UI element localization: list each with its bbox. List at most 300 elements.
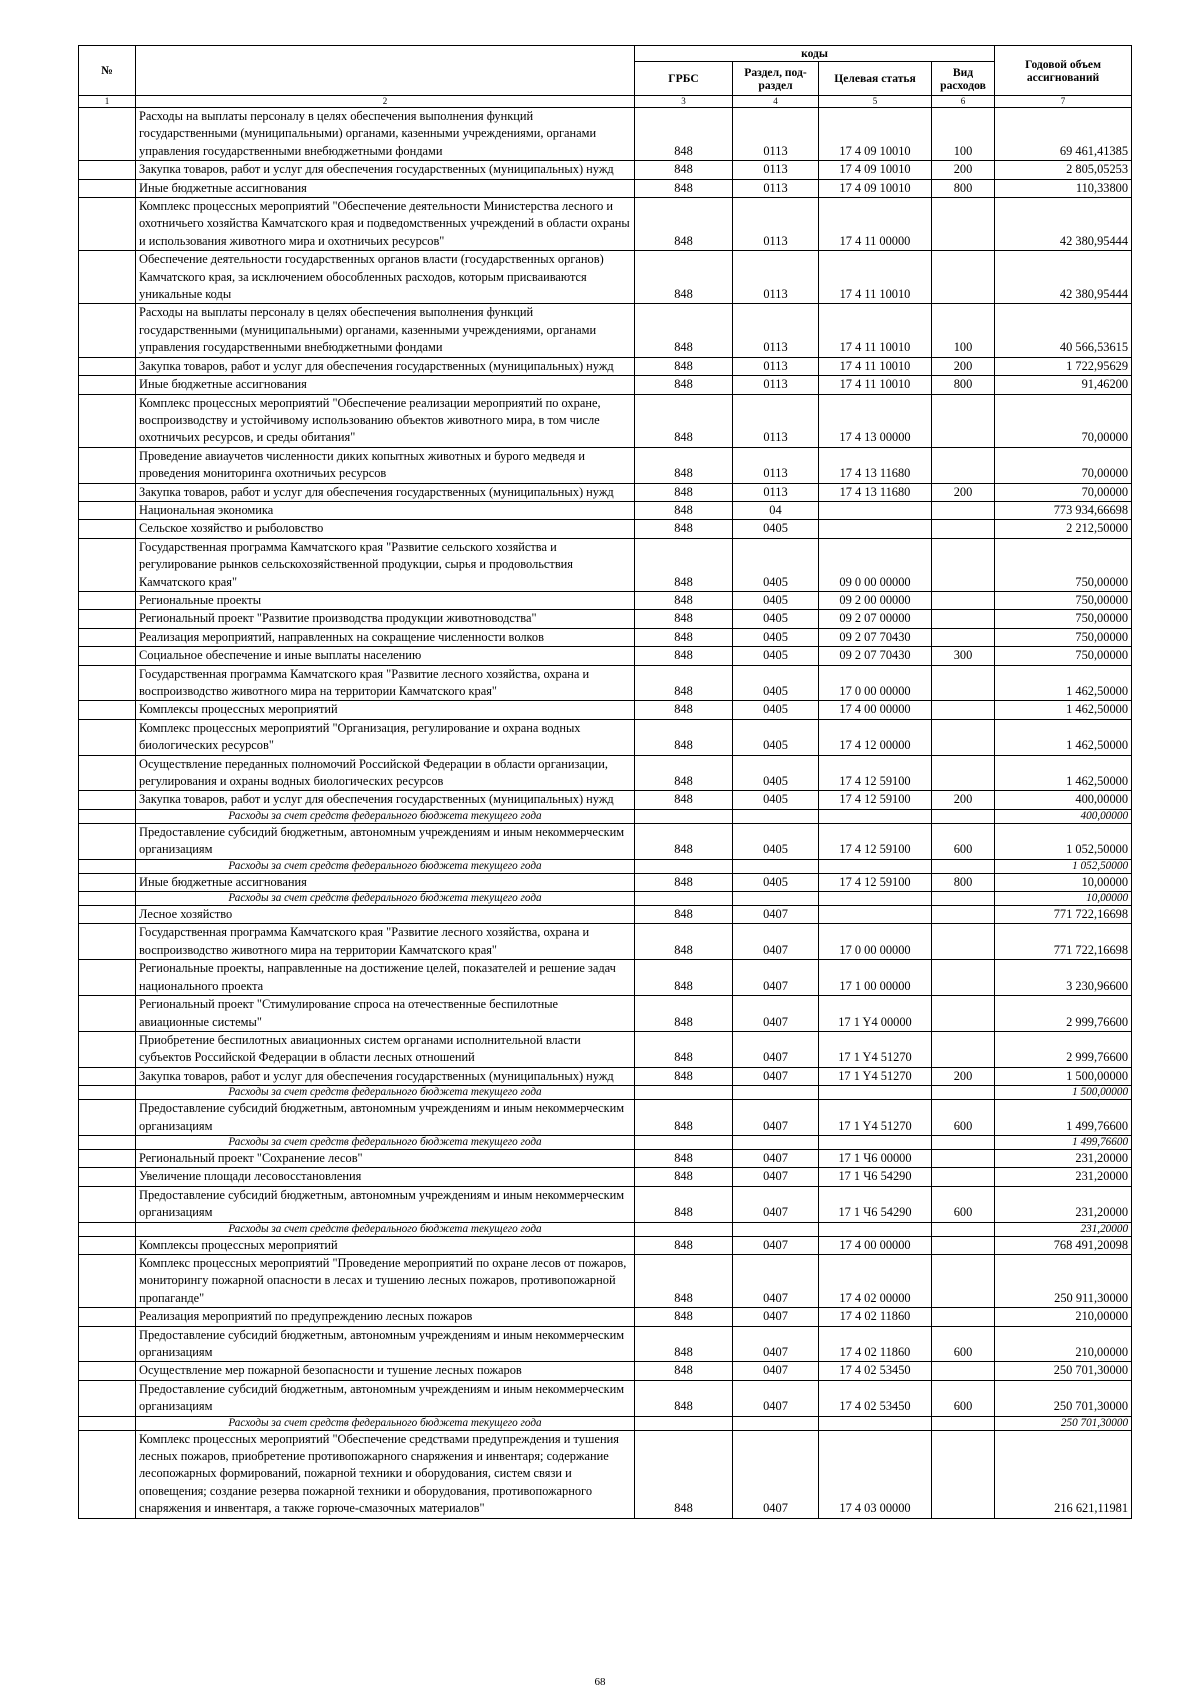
- grbs-cell: 848: [635, 179, 733, 197]
- amount-cell: 3 230,96600: [995, 960, 1132, 996]
- target-cell: 17 1 Y4 51270: [819, 1067, 932, 1085]
- amount-cell: 1 499,76600: [995, 1135, 1132, 1149]
- table-row: [79, 1308, 1132, 1326]
- target-cell: 17 1 00 00000: [819, 960, 932, 996]
- num-cell: [79, 1254, 136, 1307]
- grbs-cell: 848: [635, 924, 733, 960]
- target-cell: 17 4 13 11680: [819, 483, 932, 501]
- column-numbers-row: [79, 96, 1132, 108]
- target-cell: 17 4 11 10010: [819, 304, 932, 357]
- name-cell: Сельское хозяйство и рыболовство: [136, 520, 635, 538]
- table-row: [79, 538, 1132, 591]
- name-cell: Реализация мероприятий по предупреждению лесных пожаров: [136, 1308, 635, 1326]
- grbs-cell: 848: [635, 719, 733, 755]
- amount-cell: 10,00000: [995, 892, 1132, 906]
- amount-cell: 1 499,76600: [995, 1100, 1132, 1136]
- grbs-cell: 848: [635, 161, 733, 179]
- section-cell: [733, 892, 819, 906]
- grbs-cell: 848: [635, 1186, 733, 1222]
- table-note-row: [79, 1222, 1132, 1236]
- table-row: [79, 755, 1132, 791]
- amount-cell: 771 722,16698: [995, 906, 1132, 924]
- table-row: [79, 996, 1132, 1032]
- num-cell: [79, 376, 136, 394]
- name-cell: Предоставление субсидий бюджетным, автономным учреждениям и иным некоммерческим организациям: [136, 1100, 635, 1136]
- table-row: [79, 665, 1132, 701]
- grbs-cell: 848: [635, 483, 733, 501]
- amount-cell: 250 701,30000: [995, 1380, 1132, 1416]
- target-cell: [819, 1416, 932, 1430]
- num-cell: [79, 1186, 136, 1222]
- grbs-cell: 848: [635, 108, 733, 161]
- grbs-cell: 848: [635, 357, 733, 375]
- num-cell: [79, 1067, 136, 1085]
- kind-cell: [932, 859, 995, 873]
- table-row: [79, 823, 1132, 859]
- amount-cell: 1 500,00000: [995, 1086, 1132, 1100]
- amount-cell: 210,00000: [995, 1308, 1132, 1326]
- target-cell: 17 4 02 00000: [819, 1254, 932, 1307]
- grbs-cell: 848: [635, 1308, 733, 1326]
- name-cell: Региональный проект "Сохранение лесов": [136, 1149, 635, 1167]
- target-cell: 17 4 02 53450: [819, 1380, 932, 1416]
- name-cell: Национальная экономика: [136, 501, 635, 519]
- table-row: [79, 1067, 1132, 1085]
- target-cell: 17 1 Y4 00000: [819, 996, 932, 1032]
- grbs-cell: 848: [635, 376, 733, 394]
- name-cell: Предоставление субсидий бюджетным, автономным учреждениям и иным некоммерческим организациям: [136, 1186, 635, 1222]
- table-row: [79, 791, 1132, 809]
- amount-cell: 1 500,00000: [995, 1067, 1132, 1085]
- table-row: [79, 924, 1132, 960]
- kind-cell: [932, 892, 995, 906]
- kind-cell: [932, 719, 995, 755]
- section-cell: 0113: [733, 483, 819, 501]
- amount-cell: 750,00000: [995, 538, 1132, 591]
- grbs-cell: 848: [635, 520, 733, 538]
- table-note-row: [79, 859, 1132, 873]
- section-cell: 0407: [733, 1067, 819, 1085]
- section-cell: 0113: [733, 108, 819, 161]
- col-number: 4: [733, 96, 819, 108]
- num-cell: [79, 892, 136, 906]
- section-cell: 0113: [733, 304, 819, 357]
- table-row: [79, 198, 1132, 251]
- target-cell: 09 2 07 70430: [819, 628, 932, 646]
- amount-cell: 2 212,50000: [995, 520, 1132, 538]
- grbs-cell: [635, 1222, 733, 1236]
- section-cell: 0113: [733, 161, 819, 179]
- name-cell: Предоставление субсидий бюджетным, автономным учреждениям и иным некоммерческим организациям: [136, 1326, 635, 1362]
- kind-cell: 600: [932, 823, 995, 859]
- table-body: [79, 108, 1132, 1519]
- amount-cell: 768 491,20098: [995, 1236, 1132, 1254]
- name-cell: Закупка товаров, работ и услуг для обеспечения государственных (муниципальных) нужд: [136, 161, 635, 179]
- amount-cell: 400,00000: [995, 809, 1132, 823]
- amount-cell: 70,00000: [995, 483, 1132, 501]
- num-cell: [79, 1416, 136, 1430]
- amount-cell: 250 701,30000: [995, 1416, 1132, 1430]
- header-section: Раздел, под-раздел: [733, 62, 819, 96]
- num-cell: [79, 755, 136, 791]
- num-cell: [79, 906, 136, 924]
- kind-cell: [932, 1308, 995, 1326]
- header-kind: Вид расходов: [932, 62, 995, 96]
- num-cell: [79, 1100, 136, 1136]
- table-row: [79, 610, 1132, 628]
- section-cell: 0405: [733, 647, 819, 665]
- table-row: [79, 1100, 1132, 1136]
- num-cell: [79, 1430, 136, 1518]
- section-cell: 0407: [733, 960, 819, 996]
- table-row: [79, 1362, 1132, 1380]
- num-cell: [79, 1149, 136, 1167]
- amount-cell: 1 462,50000: [995, 719, 1132, 755]
- kind-cell: [932, 1135, 995, 1149]
- target-cell: 17 4 12 59100: [819, 823, 932, 859]
- section-cell: 0405: [733, 538, 819, 591]
- target-cell: 17 1 Ч6 00000: [819, 1149, 932, 1167]
- table-row: [79, 161, 1132, 179]
- grbs-cell: 848: [635, 591, 733, 609]
- num-cell: [79, 179, 136, 197]
- num-cell: [79, 924, 136, 960]
- kind-cell: [932, 1254, 995, 1307]
- kind-cell: [932, 1222, 995, 1236]
- grbs-cell: 848: [635, 647, 733, 665]
- amount-cell: 10,00000: [995, 873, 1132, 891]
- target-cell: [819, 859, 932, 873]
- amount-cell: 231,20000: [995, 1168, 1132, 1186]
- target-cell: 17 4 11 10010: [819, 251, 932, 304]
- grbs-cell: 848: [635, 1236, 733, 1254]
- section-cell: 0407: [733, 1308, 819, 1326]
- name-cell: Увеличение площади лесовосстановления: [136, 1168, 635, 1186]
- col-number: 3: [635, 96, 733, 108]
- grbs-cell: [635, 1086, 733, 1100]
- amount-cell: 1 462,50000: [995, 755, 1132, 791]
- amount-cell: 91,46200: [995, 376, 1132, 394]
- grbs-cell: 848: [635, 1362, 733, 1380]
- name-cell: Расходы за счет средств федерального бюджета текущего года: [136, 809, 635, 823]
- grbs-cell: 848: [635, 701, 733, 719]
- num-cell: [79, 108, 136, 161]
- section-cell: 0405: [733, 791, 819, 809]
- target-cell: 17 4 00 00000: [819, 701, 932, 719]
- grbs-cell: 848: [635, 1380, 733, 1416]
- name-cell: Комплекс процессных мероприятий "Обеспечение средствами предупреждения и тушения лесных пожаров, приобретение противопожарного снаряжения и инвентаря; содержание лесопожарных формирований, пожарной техники и оборудования, систем связи и оповещения; создание резерва пожарной техники и оборудования, противопожарного снаряжения и инвентаря, а также горюче-смазочных материалов": [136, 1430, 635, 1518]
- name-cell: Региональные проекты: [136, 591, 635, 609]
- amount-cell: 750,00000: [995, 628, 1132, 646]
- grbs-cell: 848: [635, 501, 733, 519]
- target-cell: 09 2 00 00000: [819, 591, 932, 609]
- kind-cell: [932, 501, 995, 519]
- num-cell: [79, 447, 136, 483]
- kind-cell: 600: [932, 1100, 995, 1136]
- amount-cell: 231,20000: [995, 1186, 1132, 1222]
- kind-cell: [932, 1149, 995, 1167]
- target-cell: 17 4 11 10010: [819, 376, 932, 394]
- target-cell: 09 0 00 00000: [819, 538, 932, 591]
- section-cell: 0407: [733, 906, 819, 924]
- grbs-cell: 848: [635, 665, 733, 701]
- name-cell: Осуществление переданных полномочий Российской Федерации в области организации, регулирования и охраны водных биологических ресурсов: [136, 755, 635, 791]
- section-cell: [733, 1135, 819, 1149]
- table-row: [79, 108, 1132, 161]
- section-cell: 0113: [733, 198, 819, 251]
- name-cell: Государственная программа Камчатского края "Развитие лесного хозяйства, охрана и воспроизводство животного мира на территории Камчатского края": [136, 924, 635, 960]
- name-cell: Расходы за счет средств федерального бюджета текущего года: [136, 1416, 635, 1430]
- table-row: [79, 647, 1132, 665]
- num-cell: [79, 1168, 136, 1186]
- kind-cell: [932, 996, 995, 1032]
- name-cell: Расходы на выплаты персоналу в целях обеспечения выполнения функций государственными (муниципальными) органами, казенными учреждениями, органами управления государственными внебюджетными фондами: [136, 304, 635, 357]
- kind-cell: 600: [932, 1326, 995, 1362]
- num-cell: [79, 610, 136, 628]
- num-cell: [79, 996, 136, 1032]
- amount-cell: 69 461,41385: [995, 108, 1132, 161]
- amount-cell: 771 722,16698: [995, 924, 1132, 960]
- num-cell: [79, 823, 136, 859]
- section-cell: 0405: [733, 701, 819, 719]
- table-row: [79, 1430, 1132, 1518]
- name-cell: Осуществление мер пожарной безопасности и тушение лесных пожаров: [136, 1362, 635, 1380]
- kind-cell: 100: [932, 108, 995, 161]
- num-cell: [79, 701, 136, 719]
- grbs-cell: [635, 1416, 733, 1430]
- num-cell: [79, 1236, 136, 1254]
- target-cell: 17 1 Ч6 54290: [819, 1186, 932, 1222]
- table-note-row: [79, 892, 1132, 906]
- kind-cell: 600: [932, 1380, 995, 1416]
- table-row: [79, 357, 1132, 375]
- target-cell: 17 4 11 10010: [819, 357, 932, 375]
- table-row: [79, 179, 1132, 197]
- target-cell: 17 4 09 10010: [819, 161, 932, 179]
- name-cell: Предоставление субсидий бюджетным, автономным учреждениям и иным некоммерческим организациям: [136, 823, 635, 859]
- kind-cell: [932, 251, 995, 304]
- target-cell: 17 4 12 59100: [819, 791, 932, 809]
- amount-cell: 231,20000: [995, 1222, 1132, 1236]
- header-codes: коды: [635, 46, 995, 62]
- kind-cell: 600: [932, 1186, 995, 1222]
- kind-cell: 200: [932, 1067, 995, 1085]
- target-cell: 17 4 11 00000: [819, 198, 932, 251]
- num-cell: [79, 304, 136, 357]
- num-cell: [79, 394, 136, 447]
- num-cell: [79, 960, 136, 996]
- num-cell: [79, 719, 136, 755]
- num-cell: [79, 647, 136, 665]
- kind-cell: [932, 538, 995, 591]
- num-cell: [79, 538, 136, 591]
- table-note-row: [79, 1086, 1132, 1100]
- table-row: [79, 719, 1132, 755]
- section-cell: 0407: [733, 1362, 819, 1380]
- section-cell: [733, 859, 819, 873]
- name-cell: Региональный проект "Стимулирование спроса на отечественные беспилотные авиационные системы": [136, 996, 635, 1032]
- target-cell: 17 4 12 00000: [819, 719, 932, 755]
- target-cell: [819, 809, 932, 823]
- section-cell: 0405: [733, 520, 819, 538]
- grbs-cell: 848: [635, 1100, 733, 1136]
- section-cell: 0405: [733, 755, 819, 791]
- section-cell: 0407: [733, 1430, 819, 1518]
- kind-cell: 800: [932, 376, 995, 394]
- table-row: [79, 1149, 1132, 1167]
- amount-cell: 750,00000: [995, 647, 1132, 665]
- grbs-cell: 848: [635, 960, 733, 996]
- table-row: [79, 1254, 1132, 1307]
- num-cell: [79, 628, 136, 646]
- section-cell: [733, 809, 819, 823]
- target-cell: [819, 1222, 932, 1236]
- section-cell: 0113: [733, 251, 819, 304]
- amount-cell: 70,00000: [995, 394, 1132, 447]
- amount-cell: 2 999,76600: [995, 996, 1132, 1032]
- num-cell: [79, 1380, 136, 1416]
- section-cell: 0407: [733, 1254, 819, 1307]
- grbs-cell: 848: [635, 610, 733, 628]
- target-cell: 17 4 03 00000: [819, 1430, 932, 1518]
- kind-cell: [932, 924, 995, 960]
- grbs-cell: [635, 859, 733, 873]
- name-cell: Обеспечение деятельности государственных органов власти (государственных органов) Камчатского края, за исключением обособленных расходов, которым присваиваются уникальные коды: [136, 251, 635, 304]
- header-amount: Годовой объем ассигнований: [995, 46, 1132, 96]
- section-cell: 0407: [733, 1168, 819, 1186]
- table-row: [79, 1380, 1132, 1416]
- grbs-cell: 848: [635, 394, 733, 447]
- section-cell: [733, 1086, 819, 1100]
- grbs-cell: 848: [635, 1067, 733, 1085]
- col-number: 2: [136, 96, 635, 108]
- num-cell: [79, 665, 136, 701]
- kind-cell: [932, 394, 995, 447]
- name-cell: Проведение авиаучетов численности диких копытных животных и бурого медведя и проведения мониторинга охотничьих ресурсов: [136, 447, 635, 483]
- kind-cell: 200: [932, 161, 995, 179]
- kind-cell: [932, 906, 995, 924]
- target-cell: 17 1 Y4 51270: [819, 1031, 932, 1067]
- table-row: [79, 591, 1132, 609]
- name-cell: Иные бюджетные ассигнования: [136, 376, 635, 394]
- table-row: [79, 701, 1132, 719]
- amount-cell: 1 462,50000: [995, 701, 1132, 719]
- name-cell: Комплексы процессных мероприятий: [136, 701, 635, 719]
- amount-cell: 40 566,53615: [995, 304, 1132, 357]
- table-note-row: [79, 1135, 1132, 1149]
- grbs-cell: 848: [635, 628, 733, 646]
- section-cell: 0407: [733, 1031, 819, 1067]
- num-cell: [79, 809, 136, 823]
- name-cell: Региональный проект "Развитие производства продукции животноводства": [136, 610, 635, 628]
- target-cell: [819, 906, 932, 924]
- kind-cell: [932, 1236, 995, 1254]
- target-cell: 17 0 00 00000: [819, 924, 932, 960]
- section-cell: 04: [733, 501, 819, 519]
- kind-cell: [932, 520, 995, 538]
- name-cell: Комплекс процессных мероприятий "Обеспечение реализации мероприятий по охране, воспроизводству и устойчивому использованию объектов животного мира, в том числе охотничьих ресурсов, и среды обитания": [136, 394, 635, 447]
- name-cell: Закупка товаров, работ и услуг для обеспечения государственных (муниципальных) нужд: [136, 791, 635, 809]
- name-cell: Расходы на выплаты персоналу в целях обеспечения выполнения функций государственными (муниципальными) органами, казенными учреждениями, органами управления государственными внебюджетными фондами: [136, 108, 635, 161]
- budget-table-page: [78, 45, 1131, 1519]
- section-cell: [733, 1416, 819, 1430]
- section-cell: 0407: [733, 996, 819, 1032]
- kind-cell: 800: [932, 873, 995, 891]
- name-cell: Реализация мероприятий, направленных на сокращение численности волков: [136, 628, 635, 646]
- header-grbs: ГРБС: [635, 62, 733, 96]
- section-cell: 0405: [733, 719, 819, 755]
- section-cell: 0405: [733, 591, 819, 609]
- target-cell: 17 4 02 53450: [819, 1362, 932, 1380]
- target-cell: [819, 520, 932, 538]
- target-cell: 17 4 09 10010: [819, 179, 932, 197]
- kind-cell: [932, 1031, 995, 1067]
- target-cell: 09 2 07 70430: [819, 647, 932, 665]
- grbs-cell: 848: [635, 1254, 733, 1307]
- grbs-cell: 848: [635, 1326, 733, 1362]
- grbs-cell: 848: [635, 447, 733, 483]
- budget-table: [78, 45, 1132, 1519]
- table-row: [79, 906, 1132, 924]
- header-name: [136, 46, 635, 96]
- table-row: [79, 1186, 1132, 1222]
- grbs-cell: 848: [635, 906, 733, 924]
- table-row: [79, 447, 1132, 483]
- section-cell: 0405: [733, 665, 819, 701]
- table-row: [79, 501, 1132, 519]
- num-cell: [79, 1362, 136, 1380]
- num-cell: [79, 791, 136, 809]
- name-cell: Расходы за счет средств федерального бюджета текущего года: [136, 1086, 635, 1100]
- table-row: [79, 1168, 1132, 1186]
- name-cell: Иные бюджетные ассигнования: [136, 873, 635, 891]
- kind-cell: [932, 809, 995, 823]
- amount-cell: 231,20000: [995, 1149, 1132, 1167]
- kind-cell: [932, 1416, 995, 1430]
- amount-cell: 1 052,50000: [995, 823, 1132, 859]
- target-cell: 17 1 Y4 51270: [819, 1100, 932, 1136]
- section-cell: 0407: [733, 1186, 819, 1222]
- target-cell: 17 4 12 59100: [819, 873, 932, 891]
- kind-cell: [932, 1168, 995, 1186]
- kind-cell: 800: [932, 179, 995, 197]
- target-cell: 17 4 13 00000: [819, 394, 932, 447]
- amount-cell: 70,00000: [995, 447, 1132, 483]
- section-cell: [733, 1222, 819, 1236]
- name-cell: Расходы за счет средств федерального бюджета текущего года: [136, 859, 635, 873]
- amount-cell: 2 805,05253: [995, 161, 1132, 179]
- section-cell: 0407: [733, 1236, 819, 1254]
- target-cell: 17 4 00 00000: [819, 1236, 932, 1254]
- target-cell: 17 4 02 11860: [819, 1308, 932, 1326]
- name-cell: Приобретение беспилотных авиационных систем органами исполнительной власти субъектов Российской Федерации в области лесных отношений: [136, 1031, 635, 1067]
- grbs-cell: 848: [635, 755, 733, 791]
- table-row: [79, 376, 1132, 394]
- kind-cell: 100: [932, 304, 995, 357]
- kind-cell: 200: [932, 483, 995, 501]
- target-cell: [819, 1086, 932, 1100]
- header-target: Целевая статья: [819, 62, 932, 96]
- kind-cell: [932, 960, 995, 996]
- target-cell: 17 4 13 11680: [819, 447, 932, 483]
- name-cell: Закупка товаров, работ и услуг для обеспечения государственных (муниципальных) нужд: [136, 357, 635, 375]
- grbs-cell: 848: [635, 1168, 733, 1186]
- kind-cell: [932, 1362, 995, 1380]
- section-cell: 0407: [733, 1380, 819, 1416]
- name-cell: Расходы за счет средств федерального бюджета текущего года: [136, 1135, 635, 1149]
- section-cell: 0407: [733, 924, 819, 960]
- amount-cell: 250 701,30000: [995, 1362, 1132, 1380]
